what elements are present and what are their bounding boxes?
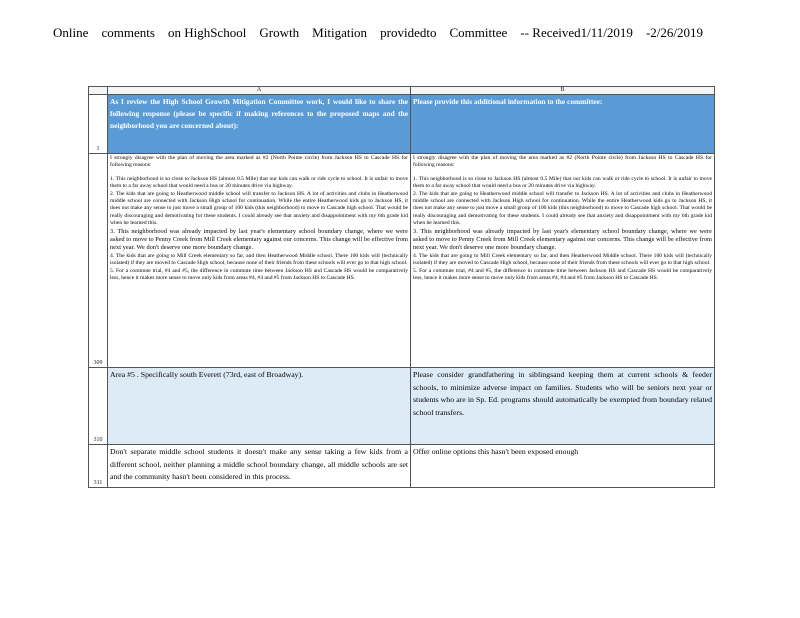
title-part: on HighSchool (167, 25, 247, 40)
comment-paragraph: 1. This neighborhood is so close to Jackson HS (almost 0.5 Mile) that our kids can walk or ride cycle to school. It is unfair to move them to a far away school that would need a bus or 20 minutes drive via highway. (413, 175, 712, 190)
comment-paragraph: 3. This neighborhood was already impacted by last year's elementary school boundary change, where we were asked to move to Penny Creek from Mill Creek elementary against our concerns. This change will be effective from next year. We don't deserve one more boundary change. (110, 227, 408, 252)
row-number[interactable]: 310 (89, 368, 108, 445)
table-row (89, 154, 715, 368)
column-header-a[interactable]: A (108, 87, 411, 95)
comment-cell-b[interactable]: Please consider grandfathering in siblingsand keeping them at current schools & feeder schools, to minimize adverse impact on families. Students who will be seniors next year or students who are in Sp. Ed. programs should automatically be exempted from boundary related school transfers. (411, 368, 715, 445)
table-row (89, 445, 715, 488)
comment-paragraph: 3. This neighborhood was already impacted by last year's elementary school boundary change, where we were asked to move to Penny Creek from Mill Creek elementary against our concerns. This change will be effective from next year. We don't deserve one more boundary change. (413, 227, 712, 252)
comment-cell-a[interactable] (108, 154, 411, 368)
page-title (53, 25, 703, 41)
column-header-row (89, 87, 715, 95)
comment-paragraph: I strongly disagree with the plan of moving the area marked as #2 (North Pointe circle) from Jackson HS to Cascade HS for following reasons: (110, 155, 408, 169)
question-cell-a[interactable]: As I review the High School Growth Mitigation Committee work, I would like to share the following response (please be specific if making references to the proposed maps and the neighborhood you are concerned about): (108, 95, 411, 154)
comment-paragraph: 2. The kids that are going to Heatherwood middle school will transfer to Jackson HS. A lot of activities and clubs in Heatherwood middle school are connected with Jackson High school for continuation. While the entire Heatherwood kids go to Jackson HS, it does not make any sense to just move a small group of 100 kids (this neighborhood) to move to Cascade high school. That would be really discouraging and demotivating for these students. I could already see that anxiety and disappointment with my 6th grade kid when he learned this. (413, 190, 712, 227)
column-header-b[interactable]: B (411, 87, 715, 95)
table-row (89, 95, 715, 154)
comments-table (88, 86, 715, 488)
title-part: Mitigation (312, 25, 368, 40)
row-number[interactable]: 311 (89, 445, 108, 488)
corner-cell (89, 87, 108, 95)
title-part: comments (101, 25, 155, 40)
comment-cell-a[interactable]: Don't separate middle school students it doesn't make any sense taking a few kids from a different school, neither planning a middle school boundary change, all middle schools are set and the community hasn't been considered in this process. (108, 445, 411, 488)
comment-cell-b[interactable] (411, 154, 715, 368)
comment-paragraph: 5. For a commute trial, #4 and #5, the difference in commute time between Jackson HS and Cascade HS would be comparatively less, hence it makes more sense to move only kids from areas #4, #4 and #5 from Jackson HS to Cascade HS. (110, 267, 408, 282)
title-part: -- Received1/11/2019 (520, 25, 633, 40)
comment-paragraph: 4. The kids that are going to Mill Creek elementary so far, and then Heatherwood Middle school. There 100 kids will (technically isolated) if they are moved to Cascade High school, because none of their friends from these schools will ever go to that high school. (110, 252, 408, 267)
title-part: Growth (259, 25, 300, 40)
comment-paragraph: 5. For a commute trial, #4 and #5, the difference in commute time between Jackson HS and Cascade HS would be comparatively less, hence it makes more sense to move only kids from areas #4, #4 and #5 from Jackson HS to Cascade HS. (413, 267, 712, 282)
title-part: Committee (449, 25, 508, 40)
table-row (89, 368, 715, 445)
comment-paragraph: 1. This neighborhood is so close to Jackson HS (almost 0.5 Mile) that our kids can walk or ride cycle to school. It is unfair to move them to a far away school that would need a bus or 20 minutes drive via highway. (110, 175, 408, 190)
title-part: Online (53, 25, 89, 40)
comment-paragraph: I strongly disagree with the plan of moving the area marked as #2 (North Pointe circle) from Jackson HS to Cascade HS for following reasons: (413, 155, 712, 169)
row-number[interactable]: 309 (89, 154, 108, 368)
comment-cell-b[interactable]: Offer online options this hasn't been exposed enough (411, 445, 715, 488)
title-part: -2/26/2019 (645, 25, 703, 40)
comment-paragraph: 4. The kids that are going to Mill Creek elementary so far, and then Heatherwood Middle school. There 100 kids will (technically isolated) if they are moved to Cascade High school, because none of their friends from these schools will ever go to that high school. (413, 252, 712, 267)
comment-cell-a[interactable]: Area #5 . Specifically south Everett (73rd, east of Broadway). (108, 368, 411, 445)
row-number[interactable]: 1 (89, 95, 108, 154)
title-part: providedto (380, 25, 437, 40)
comment-paragraph: 2. The kids that are going to Heatherwood middle school will transfer to Jackson HS. A lot of activities and clubs in Heatherwood middle school are connected with Jackson High school for continuation. While the entire Heatherwood kids go to Jackson HS, it does not make any sense to just move a small group of 100 kids (this neighborhood) to move to Cascade high school. That would be really discouraging and demotivating for these students. I could already see that anxiety and disappointment with my 6th grade kid when he learned this. (110, 190, 408, 227)
question-cell-b[interactable]: Please provide this additional information to the committee: (411, 95, 715, 154)
